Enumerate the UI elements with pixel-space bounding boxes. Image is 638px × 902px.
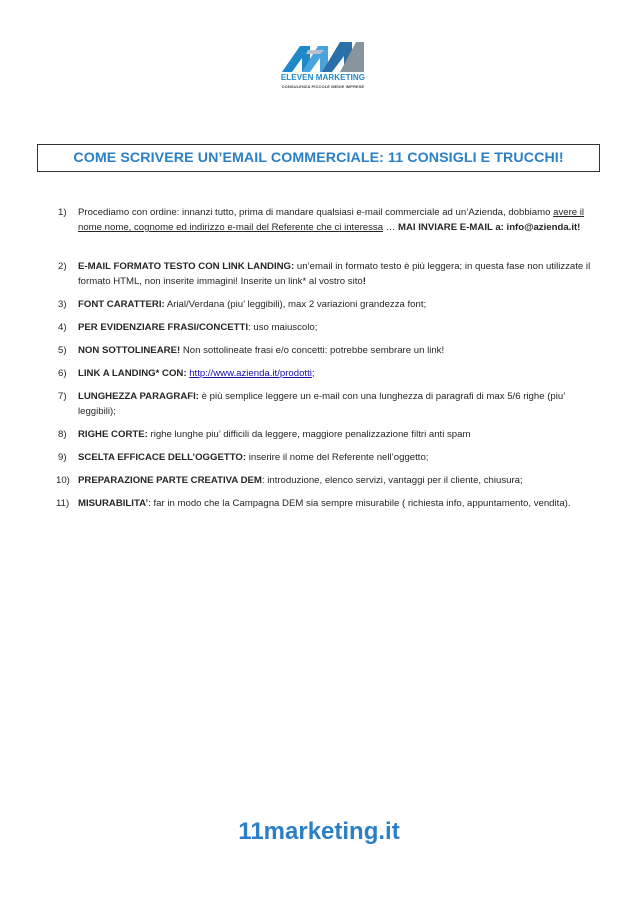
- list-item: [38, 496, 598, 511]
- item-number: 10): [56, 475, 70, 486]
- list-item: [38, 473, 598, 488]
- list-item: [38, 343, 598, 358]
- footer-website: 11marketing.it: [238, 818, 400, 845]
- item-number: 1): [58, 207, 67, 218]
- item-text: inserire il nome del Referente nell’oggetto;: [246, 452, 429, 463]
- tips-list: [38, 205, 598, 511]
- item-text: righe lunghe piu’ difficili da leggere, maggiore penalizzazione filtri anti spam: [147, 429, 471, 440]
- list-item: [38, 389, 598, 419]
- item-text: Non sottolineate frasi e/o concetti: potrebbe sembrare un link!: [180, 345, 445, 356]
- item-underlined-text: avere il nome nome, cognome ed indirizzo e-mail del Referente che ci interessa: [78, 207, 585, 233]
- title-box: [37, 144, 600, 172]
- logo-name: ELEVEN MARKETING: [280, 73, 366, 82]
- item-text: Arial/Verdana (piu’ leggibili), max 2 variazioni grandezza font;: [164, 299, 427, 310]
- item-bold-text: MAI INVIARE E-MAIL a: info@azienda.it!: [397, 222, 581, 233]
- list-item: [38, 366, 598, 381]
- item-bold-text: SCELTA EFFICACE DELL’OGGETTO:: [78, 452, 247, 463]
- item-text: ;: [311, 368, 315, 379]
- item-bold-text: FONT CARATTERI:: [78, 299, 165, 310]
- page-title: COME SCRIVERE UN’EMAIL COMMERCIALE: 11 CONSIGLI E TRUCCHI!: [73, 150, 564, 166]
- item-number: 4): [58, 322, 67, 333]
- item-bold-text: RIGHE CORTE:: [78, 429, 148, 440]
- company-logo: [268, 38, 378, 102]
- item-number: 8): [58, 429, 67, 440]
- item-text: : far in modo che la Campagna DEM sia sempre misurabile ( richiesta info, appuntamento, vendita).: [148, 498, 571, 509]
- item-bold-text: PER EVIDENZIARE FRASI/CONCETTI: [78, 322, 249, 333]
- item-bold-text: PREPARAZIONE PARTE CREATIVA DEM: [78, 475, 262, 486]
- list-item: [38, 297, 598, 312]
- item-text: Procediamo con ordine: innanzi tutto, prima di mandare qualsiasi e-mail commerciale ad un’Azienda, dobbiamo: [78, 207, 554, 218]
- eleven-marketing-logo-icon: [280, 38, 366, 74]
- item-text: …: [383, 222, 398, 233]
- item-text: è più semplice leggere un e-mail con una lunghezza di paragrafi di max 5/6 righe (piu’ leggibili);: [78, 391, 565, 417]
- list-item: [38, 205, 598, 235]
- item-bold-text: E-MAIL FORMATO TESTO CON LINK LANDING:: [78, 261, 295, 272]
- item-bold-text: LUNGHEZZA PARAGRAFI:: [78, 391, 199, 402]
- item-number: 7): [58, 391, 67, 402]
- item-number: 3): [58, 299, 67, 310]
- item-number: 6): [58, 368, 67, 379]
- list-item: [38, 259, 598, 289]
- item-bold-text: LINK A LANDING* CON:: [78, 368, 187, 379]
- list-item: [38, 320, 598, 335]
- item-bold-text: MISURABILITA’: [78, 498, 149, 509]
- item-bold-text: NON SOTTOLINEARE!: [78, 345, 181, 356]
- landing-link[interactable]: http://www.azienda.it/prodotti: [189, 368, 312, 379]
- logo-tagline: CONSULENZA PICCOLE MEDIE IMPRESE: [281, 84, 365, 89]
- list-item: [38, 427, 598, 442]
- item-number: 5): [58, 345, 67, 356]
- item-number: 2): [58, 261, 67, 272]
- item-text: un’email in formato testo è più leggera; in questa fase non utilizzate il formato HTML, non inserite immagini! Inserite un link* al vostro sito: [78, 261, 591, 287]
- item-text: : introduzione, elenco servizi, vantaggi per il cliente, chiusura;: [261, 475, 523, 486]
- item-number: 9): [58, 452, 67, 463]
- list-item: [38, 450, 598, 465]
- item-text: : uso maiuscolo;: [248, 322, 318, 333]
- item-bold-text: !: [362, 276, 366, 287]
- item-number: 11): [56, 498, 70, 509]
